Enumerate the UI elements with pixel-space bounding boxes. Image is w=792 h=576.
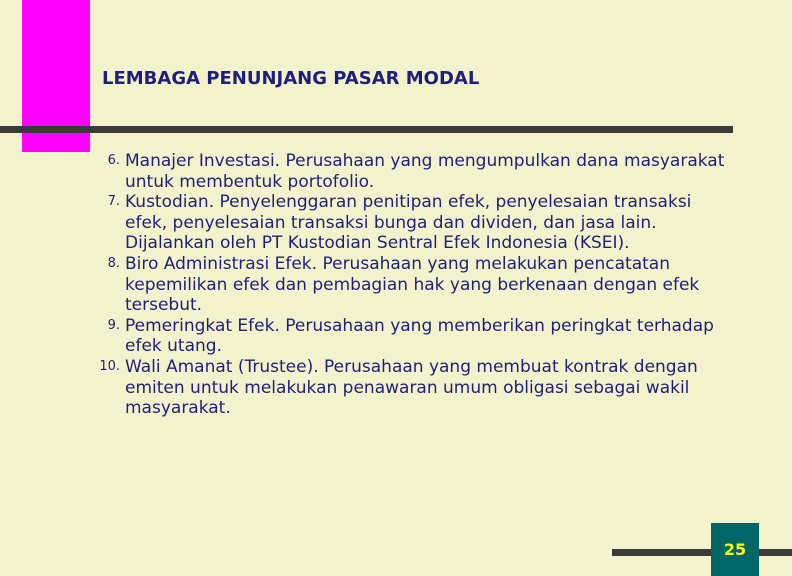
item-term: Kustodian. [125,192,215,213]
item-number: 6. [107,153,120,168]
list-item [0,357,730,419]
item-description: Perusahaan yang melakukan pencatatan kepemilikan efek dan pembagian hak yang berkenaan dengan efek tersebut. [125,253,700,316]
page-number: 25 [723,540,747,559]
item-number: 9. [107,317,120,333]
item-description: Penyelenggaran penitipan efek, penyelesaian transaksi efek, penyelesaian transaksi bunga dan dividen, dan jasa lain. Dijalankan oleh PT Kustodian Sentral Efek Indonesia (KSEI). [125,192,692,254]
item-term: Wali Amanat (Trustee). [125,356,319,377]
list-item [0,254,730,316]
item-term: Pemeringkat Efek. [125,315,280,336]
item-number: 10. [99,358,120,374]
slide-title: LEMBAGA PENUNJANG PASAR MODAL [102,68,480,89]
item-description: Perusahaan yang memberikan peringkat terhadap efek utang. [125,315,714,357]
item-number: 7. [107,194,120,210]
item-number: 8. [107,255,120,271]
list-item [0,316,730,357]
item-term: Manajer Investasi. [125,151,281,171]
item-list [0,151,730,419]
list-item [0,151,730,192]
item-term: Biro Administrasi Efek. [125,253,318,274]
item-description: Perusahaan yang membuat kontrak dengan emiten untuk melakukan penawaran umum obligasi sebagai wakil masyarakat. [125,356,698,419]
footer-divider-bar [612,549,792,556]
item-description: Perusahaan yang mengumpulkan dana masyarakat untuk membentuk portofolio. [125,151,725,192]
title-divider-bar [0,126,733,133]
list-item [0,192,730,254]
